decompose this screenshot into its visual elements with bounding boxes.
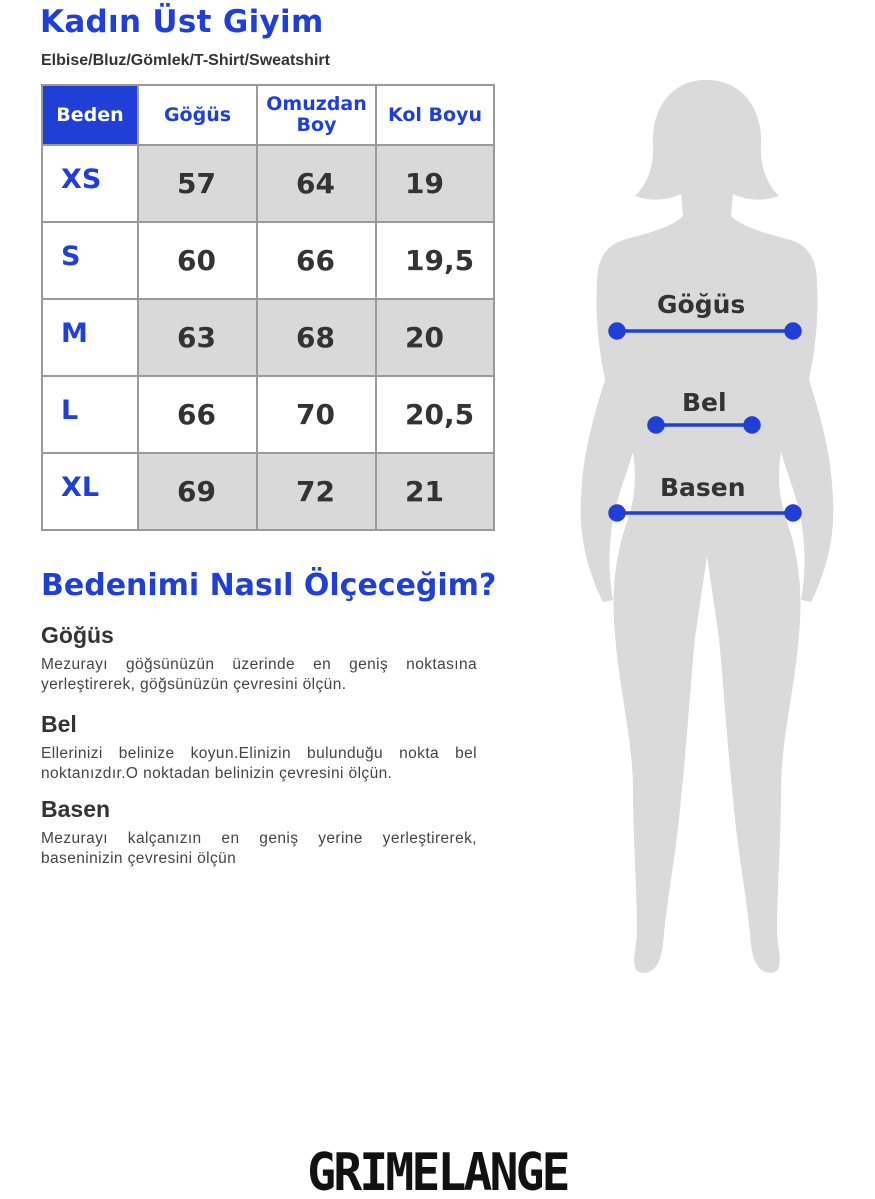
waist-heading: Bel xyxy=(41,711,77,737)
waist-label: Bel xyxy=(682,388,727,417)
how-to-measure-title: Bedenimi Nasıl Ölçeceğim? xyxy=(41,568,497,603)
table-row xyxy=(42,222,494,299)
table-row xyxy=(42,145,494,222)
gogus-value: 57 xyxy=(138,145,257,222)
chest-label: Göğüs xyxy=(657,290,746,319)
gogus-value: 66 xyxy=(138,376,257,453)
chest-heading: Göğüs xyxy=(41,622,114,648)
kol-boyu-value: 20,5 xyxy=(376,376,494,453)
size-chart-table xyxy=(41,84,495,531)
gogus-value: 63 xyxy=(138,299,257,376)
hip-label: Basen xyxy=(660,473,746,502)
page-title: Kadın Üst Giyim xyxy=(40,4,324,40)
product-categories: Elbise/Bluz/Gömlek/T-Shirt/Sweatshirt xyxy=(41,52,330,69)
kol-boyu-value: 19,5 xyxy=(376,222,494,299)
silhouette-shape xyxy=(581,80,834,973)
header-kol-boyu: Kol Boyu xyxy=(376,85,494,145)
size-label: S xyxy=(42,222,138,299)
omuzdan-boy-value: 66 xyxy=(257,222,376,299)
header-gogus: Göğüs xyxy=(138,85,257,145)
header-beden: Beden xyxy=(42,85,138,145)
size-label: XL xyxy=(42,453,138,530)
body-measurement-figure xyxy=(575,78,845,978)
size-label: M xyxy=(42,299,138,376)
omuzdan-boy-value: 68 xyxy=(257,299,376,376)
omuzdan-boy-value: 72 xyxy=(257,453,376,530)
hip-instructions: Mezurayı kalçanızın en geniş yerine yerleştirerek, baseninizin çevresini ölçün xyxy=(41,830,477,867)
gogus-value: 69 xyxy=(138,453,257,530)
table-header-row xyxy=(42,85,494,145)
omuzdan-boy-value: 70 xyxy=(257,376,376,453)
table-row xyxy=(42,376,494,453)
omuzdan-boy-value: 64 xyxy=(257,145,376,222)
kol-boyu-value: 20 xyxy=(376,299,494,376)
header-omuzdan-boy-label: Omuzdan Boy xyxy=(266,93,367,136)
table-row xyxy=(42,453,494,530)
kol-boyu-value: 19 xyxy=(376,145,494,222)
header-omuzdan-boy xyxy=(257,85,376,145)
size-label: XS xyxy=(42,145,138,222)
brand-logo: GRIMELANGE xyxy=(307,1143,568,1199)
table-row xyxy=(42,299,494,376)
size-label: L xyxy=(42,376,138,453)
waist-instructions: Ellerinizi belinize koyun.Elinizin bulunduğu nokta bel noktanızdır.O noktadan belinizin çevresini ölçün. xyxy=(41,745,477,782)
hip-heading: Basen xyxy=(41,796,111,822)
kol-boyu-value: 21 xyxy=(376,453,494,530)
chest-instructions: Mezurayı göğsünüzün üzerinde en geniş noktasına yerleştirerek, göğsünüzün çevresini ölçün. xyxy=(41,656,477,693)
female-body-silhouette-icon xyxy=(575,78,845,978)
gogus-value: 60 xyxy=(138,222,257,299)
